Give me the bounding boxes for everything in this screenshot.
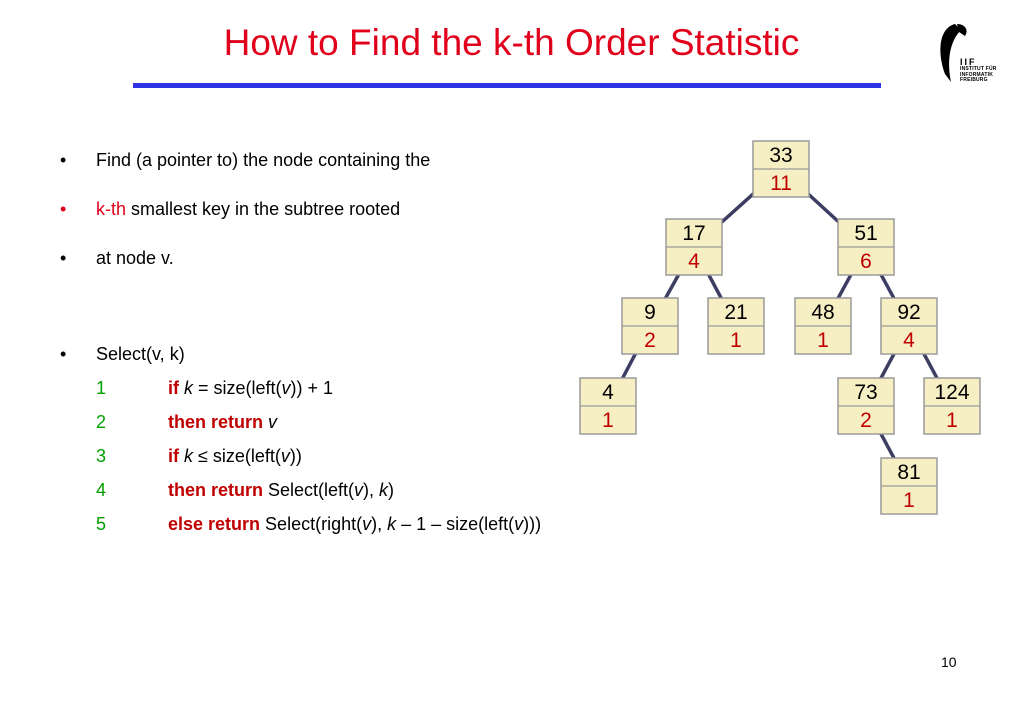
bullet-marker: •: [60, 150, 67, 170]
line-number: 3: [96, 446, 107, 466]
bullet-text: Find (a pointer to) the node containing the: [96, 150, 431, 170]
node-size: 1: [903, 489, 915, 512]
code-var: k: [387, 514, 397, 534]
node-size: 2: [860, 409, 872, 432]
line-number: 2: [96, 412, 107, 432]
node-size: 1: [817, 329, 829, 352]
code-text: Select(left(: [263, 480, 355, 500]
node-key: 51: [854, 222, 878, 245]
bullet-marker: •: [60, 344, 67, 364]
bullet-text: smallest key in the subtree rooted: [126, 199, 401, 219]
tree-node-33: [753, 141, 809, 197]
node-key: 21: [724, 301, 748, 324]
code-keyword: then return: [168, 480, 264, 500]
node-key: 17: [682, 222, 706, 245]
tree-nodes: [580, 141, 980, 514]
code-text: ),: [363, 480, 380, 500]
tree-node-48: [795, 298, 851, 354]
tree-node-17: [666, 219, 722, 275]
bullet-marker: •: [60, 199, 67, 219]
page-number: 10: [941, 654, 957, 670]
node-size: 11: [770, 172, 792, 195]
node-size: 1: [602, 409, 614, 432]
tree-node-4: [580, 378, 636, 434]
code-var: v: [514, 514, 524, 534]
code-var: v: [362, 514, 372, 534]
code-text: ),: [371, 514, 388, 534]
line-number: 5: [96, 514, 107, 534]
code-text: ))): [523, 514, 542, 534]
code-keyword: else return: [168, 514, 261, 534]
code-keyword: then return: [168, 412, 264, 432]
node-key: 73: [854, 381, 878, 404]
node-size: 6: [860, 250, 872, 273]
node-size: 4: [688, 250, 700, 273]
code-text: = size(left(: [193, 378, 282, 398]
tree-node-124: [924, 378, 980, 434]
node-size: 2: [644, 329, 656, 352]
node-key: 4: [602, 381, 614, 404]
logo-subtitle-1: INSTITUT FÜR: [960, 66, 997, 72]
tree-node-81: [881, 458, 937, 514]
code-var: v: [354, 480, 364, 500]
code-text: Select(right(: [260, 514, 363, 534]
bullet-text: Select(v, k): [96, 344, 185, 364]
logo-name: IIF: [960, 57, 977, 67]
node-key: 48: [811, 301, 835, 324]
node-size: 4: [903, 329, 915, 352]
node-size: 1: [730, 329, 742, 352]
node-key: 33: [769, 144, 793, 167]
code-var: v: [268, 412, 278, 432]
tree-node-73: [838, 378, 894, 434]
tree-node-51: [838, 219, 894, 275]
logo-subtitle-2: INFORMATIK: [960, 71, 994, 78]
node-key: 124: [934, 381, 970, 404]
node-key: 81: [897, 461, 921, 484]
code-var: k: [379, 480, 389, 500]
code-var: k: [184, 378, 194, 398]
line-number: 4: [96, 480, 107, 500]
code-text: )) + 1: [290, 378, 334, 398]
node-size: 1: [946, 409, 958, 432]
node-key: 92: [897, 301, 921, 324]
logo-subtitle-3: FREIBURG: [960, 77, 988, 83]
code-text: ): [388, 480, 395, 500]
bullet-highlight: k-th: [96, 199, 127, 219]
code-var: v: [281, 378, 291, 398]
node-key: 9: [644, 301, 656, 324]
code-text: – 1 – size(left(: [396, 514, 515, 534]
code-var: v: [280, 446, 290, 466]
code-text: ≤ size(left(: [193, 446, 281, 466]
tree-node-92: [881, 298, 937, 354]
code-keyword: if: [168, 446, 179, 466]
line-number: 1: [96, 378, 107, 398]
code-text: )): [289, 446, 302, 466]
code-var: k: [184, 446, 194, 466]
bullet-marker: •: [60, 248, 67, 268]
tree-node-9: [622, 298, 678, 354]
slide-title: How to Find the k-th Order Statistic: [223, 22, 800, 63]
bullet-text: at node v.: [96, 248, 174, 268]
code-keyword: if: [168, 378, 179, 398]
tree-node-21: [708, 298, 764, 354]
